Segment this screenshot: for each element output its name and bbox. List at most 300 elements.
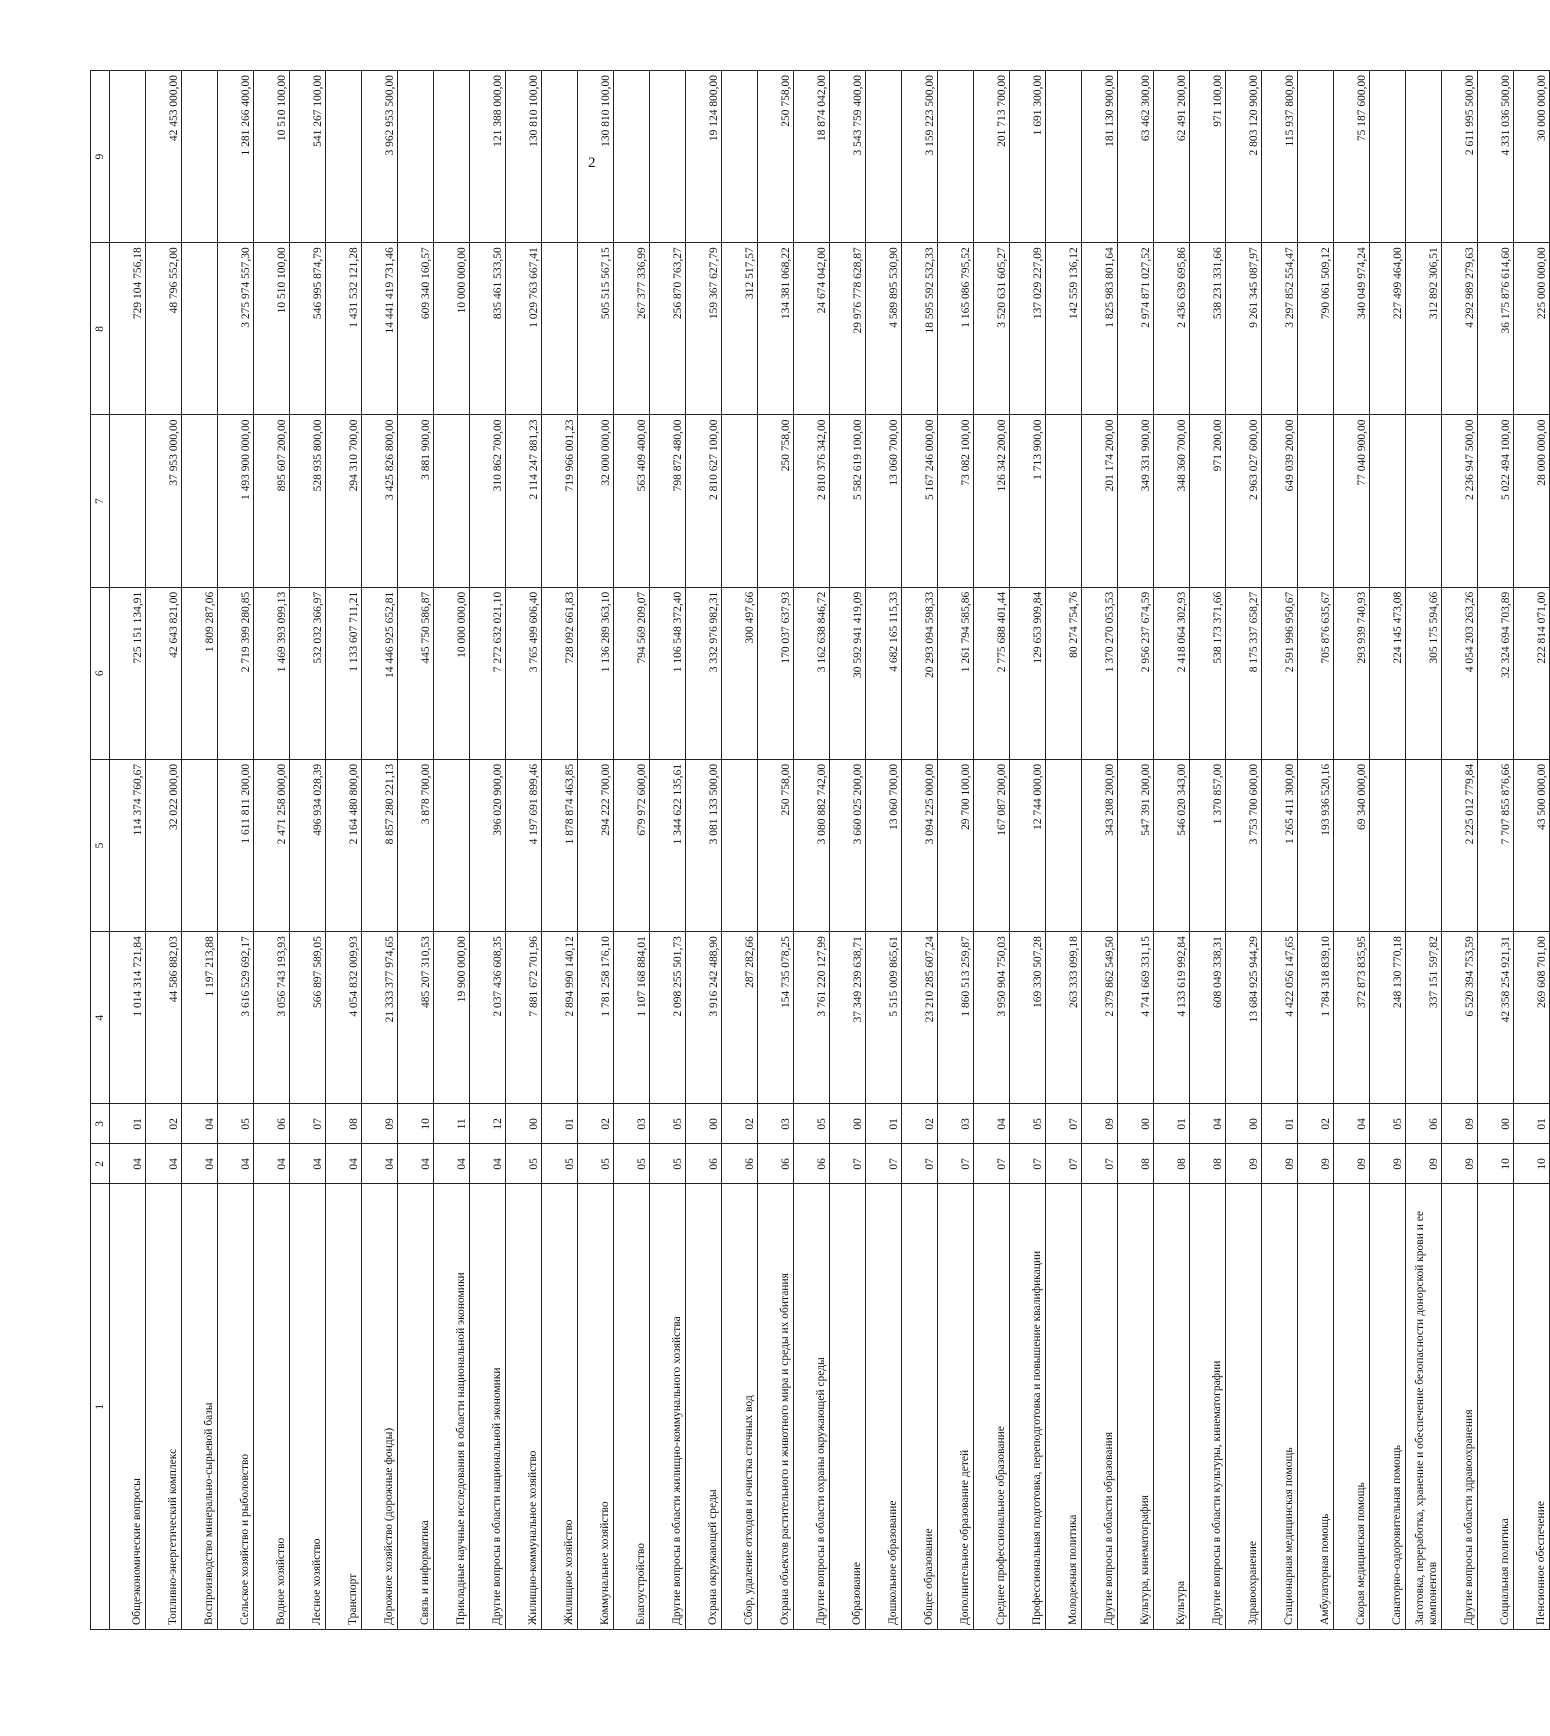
- code-cell: 09: [1262, 1144, 1298, 1184]
- amount-cell: 546 995 874,79: [290, 243, 326, 415]
- amount-cell: 310 862 700,00: [470, 415, 506, 587]
- amount-cell: 1 136 289 363,10: [578, 587, 614, 759]
- row-label-cell: Образование: [830, 1184, 866, 1630]
- amount-cell: 8 857 280 221,13: [362, 759, 398, 931]
- row-label-cell: Дополнительное образование детей: [938, 1184, 974, 1630]
- amount-cell: 10 510 100,00: [254, 243, 290, 415]
- code-cell: 09: [362, 1104, 398, 1144]
- amount-cell: 895 607 200,00: [254, 415, 290, 587]
- amount-cell: 349 331 900,00: [1118, 415, 1154, 587]
- amount-cell: 2 037 436 608,35: [470, 932, 506, 1104]
- amount-cell: 835 461 533,50: [470, 243, 506, 415]
- amount-cell: [1046, 759, 1082, 931]
- amount-cell: 2 236 947 500,00: [1442, 415, 1478, 587]
- code-cell: 08: [1190, 1144, 1226, 1184]
- amount-cell: 23 210 285 607,24: [902, 932, 938, 1104]
- code-cell: 00: [830, 1104, 866, 1144]
- amount-cell: 4 133 619 992,84: [1154, 932, 1190, 1104]
- amount-cell: 337 151 597,82: [1406, 932, 1442, 1104]
- row-label-cell: Профессиональная подготовка, переподготовка и повышение квалификации: [1010, 1184, 1046, 1630]
- table-row: [614, 71, 650, 1630]
- amount-cell: 134 381 068,22: [758, 243, 794, 415]
- row-label-cell: Сельское хозяйство и рыболовство: [218, 1184, 254, 1630]
- amount-cell: 7 272 632 021,10: [470, 587, 506, 759]
- amount-cell: 193 936 520,16: [1298, 759, 1334, 931]
- code-cell: 05: [578, 1144, 614, 1184]
- amount-cell: 63 462 300,00: [1118, 71, 1154, 243]
- amount-cell: 42 358 254 921,31: [1478, 932, 1514, 1104]
- code-cell: 04: [146, 1144, 182, 1184]
- code-cell: 04: [254, 1144, 290, 1184]
- row-label-cell: Благоустройство: [614, 1184, 650, 1630]
- amount-cell: 32 000 000,00: [578, 415, 614, 587]
- amount-cell: 269 608 701,00: [1514, 932, 1550, 1104]
- table-row: [1118, 71, 1154, 1630]
- code-cell: 02: [1298, 1104, 1334, 1144]
- amount-cell: 48 796 552,00: [146, 243, 182, 415]
- amount-cell: 36 175 876 614,60: [1478, 243, 1514, 415]
- amount-cell: 37 349 239 638,71: [830, 932, 866, 1104]
- table-row: [1262, 71, 1298, 1630]
- code-cell: 05: [542, 1144, 578, 1184]
- amount-cell: 563 409 400,00: [614, 415, 650, 587]
- amount-cell: [722, 71, 758, 243]
- code-cell: 01: [866, 1104, 902, 1144]
- amount-cell: 728 092 661,83: [542, 587, 578, 759]
- amount-cell: 4 589 895 530,90: [866, 243, 902, 415]
- column-header: 7: [91, 415, 110, 587]
- table-row: [1082, 71, 1118, 1630]
- code-cell: 00: [1118, 1104, 1154, 1144]
- amount-cell: 532 032 366,97: [290, 587, 326, 759]
- table-row: [506, 71, 542, 1630]
- code-cell: 07: [974, 1144, 1010, 1184]
- amount-cell: 267 377 336,99: [614, 243, 650, 415]
- amount-cell: 77 040 900,00: [1334, 415, 1370, 587]
- row-label-cell: Другие вопросы в области здравоохранения: [1442, 1184, 1478, 1630]
- amount-cell: 294 222 700,00: [578, 759, 614, 931]
- amount-cell: 37 953 000,00: [146, 415, 182, 587]
- amount-cell: 4 422 056 147,65: [1262, 932, 1298, 1104]
- code-cell: 03: [614, 1104, 650, 1144]
- amount-cell: [1406, 759, 1442, 931]
- table-row: [722, 71, 758, 1630]
- table-row: [974, 71, 1010, 1630]
- amount-cell: [1298, 415, 1334, 587]
- row-label-cell: Дошкольное образование: [866, 1184, 902, 1630]
- code-cell: 09: [1334, 1144, 1370, 1184]
- amount-cell: 21 333 377 974,65: [362, 932, 398, 1104]
- amount-cell: 130 810 100,00: [506, 71, 542, 243]
- amount-cell: 485 207 310,53: [398, 932, 434, 1104]
- amount-cell: 547 391 200,00: [1118, 759, 1154, 931]
- amount-cell: 3 081 133 500,00: [686, 759, 722, 931]
- amount-cell: 32 324 694 703,89: [1478, 587, 1514, 759]
- amount-cell: 18 874 042,00: [794, 71, 830, 243]
- amount-cell: 2 974 871 027,52: [1118, 243, 1154, 415]
- table-row: [1370, 71, 1406, 1630]
- row-label-cell: Культура: [1154, 1184, 1190, 1630]
- amount-cell: 312 517,57: [722, 243, 758, 415]
- column-header: 2: [91, 1144, 110, 1184]
- amount-cell: 42 643 821,00: [146, 587, 182, 759]
- amount-cell: [398, 71, 434, 243]
- amount-cell: [938, 71, 974, 243]
- amount-cell: 649 039 200,00: [1262, 415, 1298, 587]
- amount-cell: 3 761 220 127,99: [794, 932, 830, 1104]
- amount-cell: 256 870 763,27: [650, 243, 686, 415]
- amount-cell: 1 878 874 463,85: [542, 759, 578, 931]
- amount-cell: 2 894 990 140,12: [542, 932, 578, 1104]
- code-cell: 00: [1226, 1104, 1262, 1144]
- amount-cell: 5 167 246 000,00: [902, 415, 938, 587]
- amount-cell: 8 175 337 658,27: [1226, 587, 1262, 759]
- row-label-cell: Молодежная политика: [1046, 1184, 1082, 1630]
- amount-cell: [110, 415, 146, 587]
- table-row: [650, 71, 686, 1630]
- amount-cell: 3 962 953 500,00: [362, 71, 398, 243]
- code-cell: 06: [254, 1104, 290, 1144]
- amount-cell: 263 333 099,18: [1046, 932, 1082, 1104]
- amount-cell: 3 162 638 846,72: [794, 587, 830, 759]
- amount-cell: 69 340 000,00: [1334, 759, 1370, 931]
- amount-cell: 154 735 078,25: [758, 932, 794, 1104]
- amount-cell: 1 265 411 300,00: [1262, 759, 1298, 931]
- row-label-cell: Транспорт: [326, 1184, 362, 1630]
- amount-cell: 3 881 900,00: [398, 415, 434, 587]
- code-cell: 09: [1442, 1144, 1478, 1184]
- code-cell: 09: [1370, 1144, 1406, 1184]
- code-cell: 02: [578, 1104, 614, 1144]
- row-label-cell: Лесное хозяйство: [290, 1184, 326, 1630]
- amount-cell: 142 559 136,12: [1046, 243, 1082, 415]
- amount-cell: 541 267 100,00: [290, 71, 326, 243]
- amount-cell: 3 297 852 554,47: [1262, 243, 1298, 415]
- amount-cell: 250 758,00: [758, 759, 794, 931]
- row-label-cell: Прикладные научные исследования в области национальной экономики: [434, 1184, 470, 1630]
- amount-cell: 2 775 688 401,44: [974, 587, 1010, 759]
- code-cell: 01: [1262, 1104, 1298, 1144]
- amount-cell: 2 098 255 501,73: [650, 932, 686, 1104]
- amount-cell: 1 469 393 099,13: [254, 587, 290, 759]
- amount-cell: 130 810 100,00: [578, 71, 614, 243]
- table-row: [542, 71, 578, 1630]
- amount-cell: 3 616 529 692,17: [218, 932, 254, 1104]
- table-row: [578, 71, 614, 1630]
- amount-cell: 2 963 027 600,00: [1226, 415, 1262, 587]
- table-row: [758, 71, 794, 1630]
- code-cell: 04: [1190, 1104, 1226, 1144]
- amount-cell: 222 814 071,00: [1514, 587, 1550, 759]
- code-cell: 10: [1514, 1144, 1550, 1184]
- code-cell: 04: [326, 1144, 362, 1184]
- amount-cell: 2 471 258 000,00: [254, 759, 290, 931]
- row-label-cell: Общее образование: [902, 1184, 938, 1630]
- amount-cell: 1 611 811 200,00: [218, 759, 254, 931]
- amount-cell: 971 100,00: [1190, 71, 1226, 243]
- amount-cell: 725 151 134,91: [110, 587, 146, 759]
- amount-cell: 4 054 203 263,26: [1442, 587, 1478, 759]
- table-row: [866, 71, 902, 1630]
- amount-cell: [182, 415, 218, 587]
- amount-cell: 18 595 592 532,33: [902, 243, 938, 415]
- code-cell: 01: [110, 1104, 146, 1144]
- code-cell: 04: [434, 1144, 470, 1184]
- code-cell: 05: [614, 1144, 650, 1184]
- amount-cell: 705 876 635,67: [1298, 587, 1334, 759]
- amount-cell: 167 087 200,00: [974, 759, 1010, 931]
- code-cell: 00: [686, 1104, 722, 1144]
- code-cell: 00: [506, 1104, 542, 1144]
- row-label-cell: Сбор, удаление отходов и очистка сточных вод: [722, 1184, 758, 1630]
- amount-cell: 3 765 499 606,40: [506, 587, 542, 759]
- amount-cell: 181 130 900,00: [1082, 71, 1118, 243]
- table-row: [398, 71, 434, 1630]
- code-cell: 01: [542, 1104, 578, 1144]
- table-row: [794, 71, 830, 1630]
- amount-cell: 1 197 213,88: [182, 932, 218, 1104]
- page-number: 2: [588, 155, 596, 171]
- amount-cell: 159 367 627,79: [686, 243, 722, 415]
- code-cell: 05: [1010, 1104, 1046, 1144]
- amount-cell: 3 094 225 000,00: [902, 759, 938, 931]
- amount-cell: 348 360 700,00: [1154, 415, 1190, 587]
- row-label-cell: Общеэкономические вопросы: [110, 1184, 146, 1630]
- amount-cell: 28 000 000,00: [1514, 415, 1550, 587]
- amount-cell: 3 916 242 488,90: [686, 932, 722, 1104]
- code-cell: 07: [902, 1144, 938, 1184]
- row-label-cell: Водное хозяйство: [254, 1184, 290, 1630]
- row-label-cell: Амбулаторная помощь: [1298, 1184, 1334, 1630]
- row-label-cell: Охрана объектов растительного и животного мира и среды их обитания: [758, 1184, 794, 1630]
- row-label-cell: Другие вопросы в области жилищно-коммунального хозяйства: [650, 1184, 686, 1630]
- amount-cell: 43 500 000,00: [1514, 759, 1550, 931]
- table-header-row: [91, 71, 110, 1630]
- amount-cell: 798 872 480,00: [650, 415, 686, 587]
- row-label-cell: Другие вопросы в области охраны окружающей среды: [794, 1184, 830, 1630]
- amount-cell: 12 744 000,00: [1010, 759, 1046, 931]
- amount-cell: 129 653 909,84: [1010, 587, 1046, 759]
- row-label-cell: Пенсионное обеспечение: [1514, 1184, 1550, 1630]
- row-label-cell: Коммунальное хозяйство: [578, 1184, 614, 1630]
- column-header: 4: [91, 932, 110, 1104]
- code-cell: 05: [506, 1144, 542, 1184]
- row-label-cell: Другие вопросы в области культуры, кинематографии: [1190, 1184, 1226, 1630]
- code-cell: 04: [182, 1144, 218, 1184]
- table-row: [1298, 71, 1334, 1630]
- amount-cell: [650, 71, 686, 243]
- row-label-cell: Дорожное хозяйство (дорожные фонды): [362, 1184, 398, 1630]
- amount-cell: 115 937 800,00: [1262, 71, 1298, 243]
- amount-cell: 528 935 800,00: [290, 415, 326, 587]
- amount-cell: 10 510 100,00: [254, 71, 290, 243]
- code-cell: 04: [1334, 1104, 1370, 1144]
- amount-cell: 3 753 700 600,00: [1226, 759, 1262, 931]
- amount-cell: 1 370 857,00: [1190, 759, 1226, 931]
- code-cell: 09: [1298, 1144, 1334, 1184]
- amount-cell: [542, 71, 578, 243]
- code-cell: 04: [290, 1144, 326, 1184]
- amount-cell: 5 515 009 865,61: [866, 932, 902, 1104]
- amount-cell: 19 124 800,00: [686, 71, 722, 243]
- amount-cell: 29 700 100,00: [938, 759, 974, 931]
- row-label-cell: Топливно-энергетический комплекс: [146, 1184, 182, 1630]
- amount-cell: 1 107 168 884,01: [614, 932, 650, 1104]
- table-body: [110, 71, 1550, 1630]
- amount-cell: 312 892 306,51: [1406, 243, 1442, 415]
- amount-cell: 294 310 700,00: [326, 415, 362, 587]
- amount-cell: 201 174 200,00: [1082, 415, 1118, 587]
- amount-cell: [1406, 71, 1442, 243]
- code-cell: 03: [758, 1104, 794, 1144]
- code-cell: 04: [110, 1144, 146, 1184]
- code-cell: 02: [146, 1104, 182, 1144]
- amount-cell: 1 029 763 667,41: [506, 243, 542, 415]
- amount-cell: 170 037 637,93: [758, 587, 794, 759]
- code-cell: 00: [1478, 1104, 1514, 1144]
- code-cell: 07: [938, 1144, 974, 1184]
- row-label-cell: Скорая медицинская помощь: [1334, 1184, 1370, 1630]
- amount-cell: [722, 415, 758, 587]
- amount-cell: 445 750 586,87: [398, 587, 434, 759]
- amount-cell: 114 374 760,67: [110, 759, 146, 931]
- amount-cell: 201 713 700,00: [974, 71, 1010, 243]
- amount-cell: 546 020 343,00: [1154, 759, 1190, 931]
- code-cell: 09: [1226, 1144, 1262, 1184]
- amount-cell: 121 388 000,00: [470, 71, 506, 243]
- amount-cell: 5 582 619 100,00: [830, 415, 866, 587]
- table-row: [830, 71, 866, 1630]
- amount-cell: 14 446 925 652,81: [362, 587, 398, 759]
- amount-cell: 137 029 227,09: [1010, 243, 1046, 415]
- amount-cell: 1 784 318 839,10: [1298, 932, 1334, 1104]
- code-cell: 01: [1154, 1104, 1190, 1144]
- amount-cell: 75 187 600,00: [1334, 71, 1370, 243]
- amount-cell: 250 758,00: [758, 415, 794, 587]
- code-cell: 04: [974, 1104, 1010, 1144]
- table-row: [1046, 71, 1082, 1630]
- code-cell: 09: [1406, 1144, 1442, 1184]
- amount-cell: 24 674 042,00: [794, 243, 830, 415]
- amount-cell: 3 275 974 557,30: [218, 243, 254, 415]
- amount-cell: 794 569 209,07: [614, 587, 650, 759]
- code-cell: 07: [830, 1144, 866, 1184]
- amount-cell: [434, 415, 470, 587]
- column-header: 6: [91, 587, 110, 759]
- amount-cell: [326, 71, 362, 243]
- amount-cell: 1 014 314 721,84: [110, 932, 146, 1104]
- amount-cell: 30 592 941 419,09: [830, 587, 866, 759]
- table-row: [182, 71, 218, 1630]
- row-label-cell: Среднее профессиональное образование: [974, 1184, 1010, 1630]
- amount-cell: 3 056 743 193,93: [254, 932, 290, 1104]
- amount-cell: 62 491 200,00: [1154, 71, 1190, 243]
- table-row: [110, 71, 146, 1630]
- amount-cell: 2 164 480 800,00: [326, 759, 362, 931]
- amount-cell: 19 900 000,00: [434, 932, 470, 1104]
- code-cell: 05: [650, 1144, 686, 1184]
- code-cell: 07: [1046, 1104, 1082, 1144]
- amount-cell: [1370, 415, 1406, 587]
- amount-cell: 2 591 996 950,67: [1262, 587, 1298, 759]
- amount-cell: 7 707 855 876,66: [1478, 759, 1514, 931]
- code-cell: 09: [1082, 1104, 1118, 1144]
- amount-cell: [542, 243, 578, 415]
- amount-cell: [1370, 759, 1406, 931]
- amount-cell: [182, 759, 218, 931]
- code-cell: 06: [758, 1144, 794, 1184]
- amount-cell: 2 810 376 342,00: [794, 415, 830, 587]
- amount-cell: 2 418 064 302,93: [1154, 587, 1190, 759]
- amount-cell: 343 208 200,00: [1082, 759, 1118, 931]
- amount-cell: 13 060 700,00: [866, 415, 902, 587]
- amount-cell: 248 130 770,18: [1370, 932, 1406, 1104]
- amount-cell: 2 803 120 900,00: [1226, 71, 1262, 243]
- amount-cell: 1 691 300,00: [1010, 71, 1046, 243]
- amount-cell: 1 344 622 135,61: [650, 759, 686, 931]
- table-row: [1190, 71, 1226, 1630]
- table-row: [686, 71, 722, 1630]
- amount-cell: 3 543 759 400,00: [830, 71, 866, 243]
- amount-cell: 9 261 345 087,97: [1226, 243, 1262, 415]
- row-label-cell: Другие вопросы в области национальной экономики: [470, 1184, 506, 1630]
- row-label-cell: Жилищно-коммунальное хозяйство: [506, 1184, 542, 1630]
- table-row: [254, 71, 290, 1630]
- amount-cell: 608 049 338,31: [1190, 932, 1226, 1104]
- amount-cell: 566 897 589,05: [290, 932, 326, 1104]
- row-label-cell: Воспроизводство минерально-сырьевой базы: [182, 1184, 218, 1630]
- amount-cell: 2 956 237 674,59: [1118, 587, 1154, 759]
- amount-cell: 1 133 607 711,21: [326, 587, 362, 759]
- amount-cell: 42 453 000,00: [146, 71, 182, 243]
- amount-cell: 20 293 094 598,33: [902, 587, 938, 759]
- amount-cell: 3 660 025 200,00: [830, 759, 866, 931]
- amount-cell: 14 441 419 731,46: [362, 243, 398, 415]
- code-cell: 07: [1046, 1144, 1082, 1184]
- budget-table: [90, 70, 1550, 1630]
- table-row: [1514, 71, 1550, 1630]
- amount-cell: [182, 71, 218, 243]
- code-cell: 04: [218, 1144, 254, 1184]
- amount-cell: 10 000 000,00: [434, 243, 470, 415]
- row-label-cell: Культура, кинематография: [1118, 1184, 1154, 1630]
- amount-cell: 609 340 160,57: [398, 243, 434, 415]
- table-row: [1334, 71, 1370, 1630]
- amount-cell: 3 950 904 750,03: [974, 932, 1010, 1104]
- amount-cell: 4 292 989 279,63: [1442, 243, 1478, 415]
- code-cell: 01: [1514, 1104, 1550, 1144]
- amount-cell: 3 332 976 982,31: [686, 587, 722, 759]
- code-cell: 03: [938, 1104, 974, 1144]
- code-cell: 02: [722, 1104, 758, 1144]
- amount-cell: 2 611 995 500,00: [1442, 71, 1478, 243]
- amount-cell: 340 049 974,24: [1334, 243, 1370, 415]
- row-label-cell: Социальная политика: [1478, 1184, 1514, 1630]
- amount-cell: 4 682 165 115,33: [866, 587, 902, 759]
- amount-cell: 1 165 086 795,52: [938, 243, 974, 415]
- table-row: [938, 71, 974, 1630]
- table-row: [1154, 71, 1190, 1630]
- amount-cell: 169 330 507,28: [1010, 932, 1046, 1104]
- amount-cell: 250 758,00: [758, 71, 794, 243]
- amount-cell: 1 106 548 372,40: [650, 587, 686, 759]
- table-row: [218, 71, 254, 1630]
- amount-cell: 2 114 247 881,23: [506, 415, 542, 587]
- amount-cell: 3 425 826 800,00: [362, 415, 398, 587]
- table-row: [1478, 71, 1514, 1630]
- amount-cell: 1 781 258 176,10: [578, 932, 614, 1104]
- column-header: 5: [91, 759, 110, 931]
